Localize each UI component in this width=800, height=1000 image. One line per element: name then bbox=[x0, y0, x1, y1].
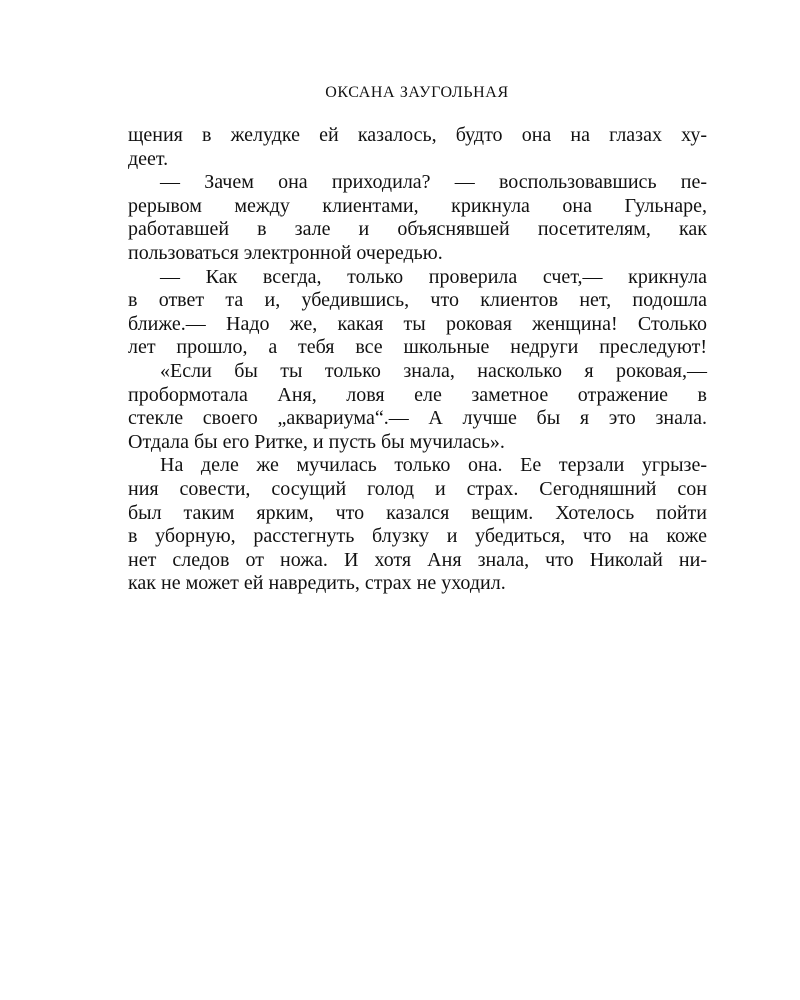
text-line: ближе.— Надо же, какая ты роковая женщина! Столько bbox=[128, 312, 707, 335]
text-line: пробормотала Аня, ловя еле заметное отражение в bbox=[128, 383, 707, 406]
text-line: ния совести, сосущий голод и страх. Сегодняшний сон bbox=[128, 477, 707, 500]
text-line: лет прошло, а тебя все школьные недруги преследуют! bbox=[128, 336, 707, 359]
text-line: стекле своего „аквариума“.— А лучше бы я это знала. bbox=[128, 407, 707, 430]
text-line: — Как всегда, только проверила счет,— крикнула bbox=[160, 265, 707, 288]
text-line: в уборную, расстегнуть блузку и убедиться, что на коже bbox=[128, 525, 707, 548]
text-line: нет следов от ножа. И хотя Аня знала, что Николай ни- bbox=[128, 548, 707, 571]
running-header: ОКСАНА ЗАУГОЛЬНАЯ bbox=[325, 84, 509, 101]
text-line: рерывом между клиентами, крикнула она Гульнаре, bbox=[128, 194, 707, 217]
text-line: в ответ та и, убедившись, что клиентов нет, подошла bbox=[128, 289, 707, 312]
body-text bbox=[128, 124, 707, 596]
text-line: пользоваться электронной очередью. bbox=[128, 241, 443, 264]
text-line: был таким ярким, что казался вещим. Хотелось пойти bbox=[128, 501, 707, 524]
text-line: щения в желудке ей казалось, будто она на глазах ху- bbox=[128, 124, 707, 146]
text-line: — Зачем она приходила? — воспользовавшись пе- bbox=[160, 171, 707, 194]
text-line: деет. bbox=[128, 147, 169, 170]
text-line: «Если бы ты только знала, насколько я роковая,— bbox=[160, 359, 707, 382]
text-line: Отдала бы его Ритке, и пусть бы мучилась». bbox=[128, 430, 505, 453]
text-line: На деле же мучилась только она. Ее терзали угрызе- bbox=[160, 454, 707, 477]
text-line: работавшей в зале и объяснявшей посетителям, как bbox=[128, 218, 707, 241]
text-line: как не может ей навредить, страх не уходил. bbox=[128, 572, 506, 595]
